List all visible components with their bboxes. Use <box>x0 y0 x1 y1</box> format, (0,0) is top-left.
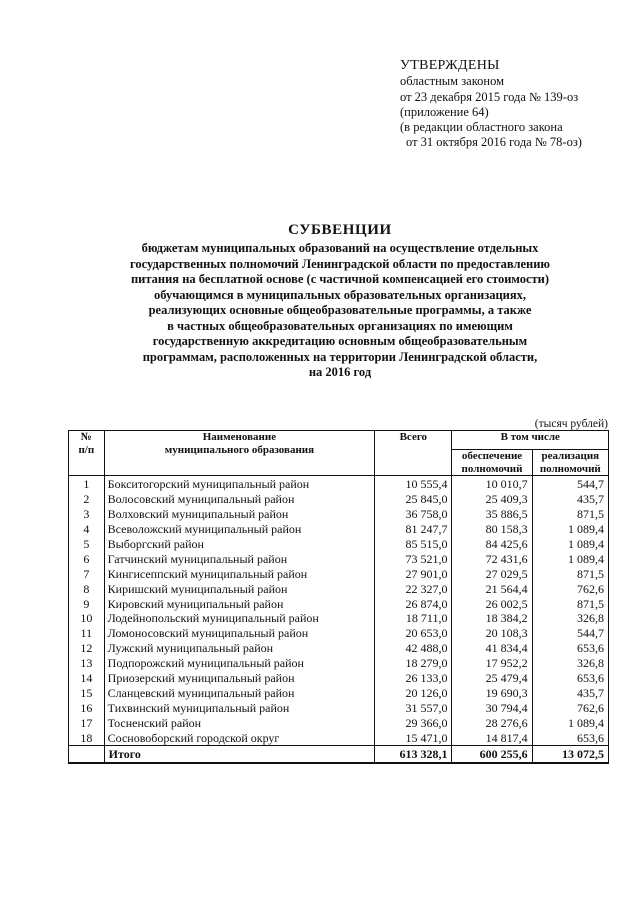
row-name: Всеволожский муниципальный район <box>104 522 375 537</box>
heading-line: обучающимся в муниципальных образовательных организациях, <box>153 287 527 302</box>
row-name: Бокситогорский муниципальный район <box>104 476 375 492</box>
row-col-b: 1 089,4 <box>532 551 608 566</box>
row-name: Подпорожский муниципальный район <box>104 656 375 671</box>
row-name: Лужский муниципальный район <box>104 641 375 656</box>
row-total: 15 471,0 <box>375 730 452 745</box>
row-col-b: 326,8 <box>532 611 608 626</box>
row-num: 7 <box>69 566 105 581</box>
row-col-a: 21 564,4 <box>452 581 532 596</box>
table-row <box>69 700 609 715</box>
row-total: 20 126,0 <box>375 685 452 700</box>
row-total: 29 366,0 <box>375 715 452 730</box>
table-row <box>69 656 609 671</box>
row-num: 16 <box>69 700 105 715</box>
row-col-a: 28 276,6 <box>452 715 532 730</box>
approval-stamp <box>400 58 636 151</box>
row-num: 5 <box>69 537 105 552</box>
table-row <box>69 626 609 641</box>
heading-line: на 2016 год <box>308 365 372 379</box>
row-num: 1 <box>69 476 105 492</box>
row-total: 25 845,0 <box>375 492 452 507</box>
row-col-a: 80 158,3 <box>452 522 532 537</box>
row-col-b: 435,7 <box>532 685 608 700</box>
row-num: 4 <box>69 522 105 537</box>
table-row <box>69 596 609 611</box>
approval-line: (приложение 64) <box>400 104 489 119</box>
header-num: № п/п <box>69 431 105 476</box>
table-row <box>69 715 609 730</box>
row-total: 73 521,0 <box>375 551 452 566</box>
row-num: 17 <box>69 715 105 730</box>
row-col-b: 762,6 <box>532 581 608 596</box>
table-body <box>69 476 609 746</box>
total-label: Итого <box>104 746 375 764</box>
row-name: Киришский муниципальный район <box>104 581 375 596</box>
header-col-b: реализация полномочий <box>532 450 608 476</box>
total-col-a: 600 255,6 <box>452 746 532 764</box>
row-name: Сланцевский муниципальный район <box>104 685 375 700</box>
heading-line: государственных полномочий Ленинградской области по предоставлению <box>130 256 550 271</box>
row-col-b: 871,5 <box>532 507 608 522</box>
row-num: 13 <box>69 656 105 671</box>
row-num: 6 <box>69 551 105 566</box>
units-note: (тысяч рублей) <box>534 418 608 430</box>
row-col-b: 653,6 <box>532 730 608 745</box>
table-row <box>69 566 609 581</box>
heading-line: питания на бесплатной основе (с частичной компенсацией его стоимости) <box>130 272 550 286</box>
approval-title: УТВЕРЖДЕНЫ <box>400 58 500 73</box>
approval-line: от 31 октября 2016 года № 78-оз) <box>406 135 582 150</box>
row-name: Волосовский муниципальный район <box>104 492 375 507</box>
row-col-b: 544,7 <box>532 476 608 492</box>
total-num-cell <box>69 746 105 764</box>
approval-line: (в редакции областного закона <box>400 120 563 135</box>
document-heading <box>80 222 600 381</box>
total-row <box>69 746 609 764</box>
row-name: Кингисеппский муниципальный район <box>104 566 375 581</box>
row-col-b: 871,5 <box>532 596 608 611</box>
table-row <box>69 641 609 656</box>
row-name: Выборгский район <box>104 537 375 552</box>
heading-line: программам, расположенных на территории Ленинградской области, <box>142 349 538 364</box>
row-col-b: 326,8 <box>532 656 608 671</box>
header-col-a: обеспечение полномочий <box>452 450 532 476</box>
row-total: 26 133,0 <box>375 671 452 686</box>
row-num: 18 <box>69 730 105 745</box>
row-col-a: 41 834,4 <box>452 641 532 656</box>
row-num: 3 <box>69 507 105 522</box>
heading-line: бюджетам муниципальных образований на осуществление отдельных <box>141 241 539 255</box>
table-row <box>69 581 609 596</box>
row-name: Лодейнопольский муниципальный район <box>104 611 375 626</box>
heading-line: государственную аккредитацию основным общеобразовательным <box>152 334 528 348</box>
row-name: Волховский муниципальный район <box>104 507 375 522</box>
row-total: 42 488,0 <box>375 641 452 656</box>
row-name: Приозерский муниципальный район <box>104 671 375 686</box>
row-num: 10 <box>69 611 105 626</box>
row-num: 15 <box>69 685 105 700</box>
row-total: 18 279,0 <box>375 656 452 671</box>
row-name: Гатчинский муниципальный район <box>104 551 375 566</box>
row-col-a: 72 431,6 <box>452 551 532 566</box>
table-row <box>69 522 609 537</box>
row-col-a: 27 029,5 <box>452 566 532 581</box>
approval-line: областным законом <box>400 74 505 89</box>
row-col-a: 25 479,4 <box>452 671 532 686</box>
row-col-a: 84 425,6 <box>452 537 532 552</box>
row-col-a: 17 952,2 <box>452 656 532 671</box>
row-col-a: 19 690,3 <box>452 685 532 700</box>
row-total: 22 327,0 <box>375 581 452 596</box>
heading-line: в частных общеобразовательных организациях по имеющим <box>167 318 513 333</box>
row-name: Кировский муниципальный район <box>104 596 375 611</box>
row-col-b: 762,6 <box>532 700 608 715</box>
row-name: Ломоносовский муниципальный район <box>104 626 375 641</box>
row-col-a: 26 002,5 <box>452 596 532 611</box>
row-total: 85 515,0 <box>375 537 452 552</box>
table-row <box>69 492 609 507</box>
row-col-a: 30 794,4 <box>452 700 532 715</box>
row-num: 12 <box>69 641 105 656</box>
row-name: Тихвинский муниципальный район <box>104 700 375 715</box>
row-num: 2 <box>69 492 105 507</box>
row-col-a: 20 108,3 <box>452 626 532 641</box>
row-col-a: 35 886,5 <box>452 507 532 522</box>
row-col-a: 18 384,2 <box>452 611 532 626</box>
table-row <box>69 685 609 700</box>
table-row <box>69 730 609 745</box>
row-total: 36 758,0 <box>375 507 452 522</box>
row-col-a: 25 409,3 <box>452 492 532 507</box>
total-value: 613 328,1 <box>375 746 452 764</box>
row-total: 20 653,0 <box>375 626 452 641</box>
row-col-b: 1 089,4 <box>532 715 608 730</box>
row-col-b: 653,6 <box>532 641 608 656</box>
table-header <box>69 431 609 476</box>
row-total: 31 557,0 <box>375 700 452 715</box>
row-total: 18 711,0 <box>375 611 452 626</box>
row-total: 26 874,0 <box>375 596 452 611</box>
row-name: Сосновоборский городской округ <box>104 730 375 745</box>
row-num: 8 <box>69 581 105 596</box>
row-col-a: 14 817,4 <box>452 730 532 745</box>
row-total: 81 247,7 <box>375 522 452 537</box>
row-col-b: 871,5 <box>532 566 608 581</box>
row-num: 9 <box>69 596 105 611</box>
table-row <box>69 507 609 522</box>
row-total: 27 901,0 <box>375 566 452 581</box>
table-row <box>69 671 609 686</box>
table-row <box>69 551 609 566</box>
header-name: Наименование муниципального образования <box>104 431 375 476</box>
approval-line: от 23 декабря 2015 года № 139-оз <box>400 89 579 104</box>
row-num: 14 <box>69 671 105 686</box>
table-row <box>69 476 609 492</box>
document-title: СУБВЕНЦИИ <box>288 222 392 238</box>
row-col-b: 1 089,4 <box>532 537 608 552</box>
header-including: В том числе <box>452 431 609 450</box>
row-col-b: 435,7 <box>532 492 608 507</box>
total-col-b: 13 072,5 <box>532 746 608 764</box>
subsidies-table <box>68 430 609 764</box>
row-col-a: 10 010,7 <box>452 476 532 492</box>
row-col-b: 653,6 <box>532 671 608 686</box>
row-name: Тосненский район <box>104 715 375 730</box>
row-total: 10 555,4 <box>375 476 452 492</box>
table-row <box>69 611 609 626</box>
row-num: 11 <box>69 626 105 641</box>
row-col-b: 544,7 <box>532 626 608 641</box>
heading-line: реализующих основные общеобразовательные программы, а также <box>148 303 532 317</box>
header-total: Всего <box>375 431 452 476</box>
row-col-b: 1 089,4 <box>532 522 608 537</box>
table-row <box>69 537 609 552</box>
